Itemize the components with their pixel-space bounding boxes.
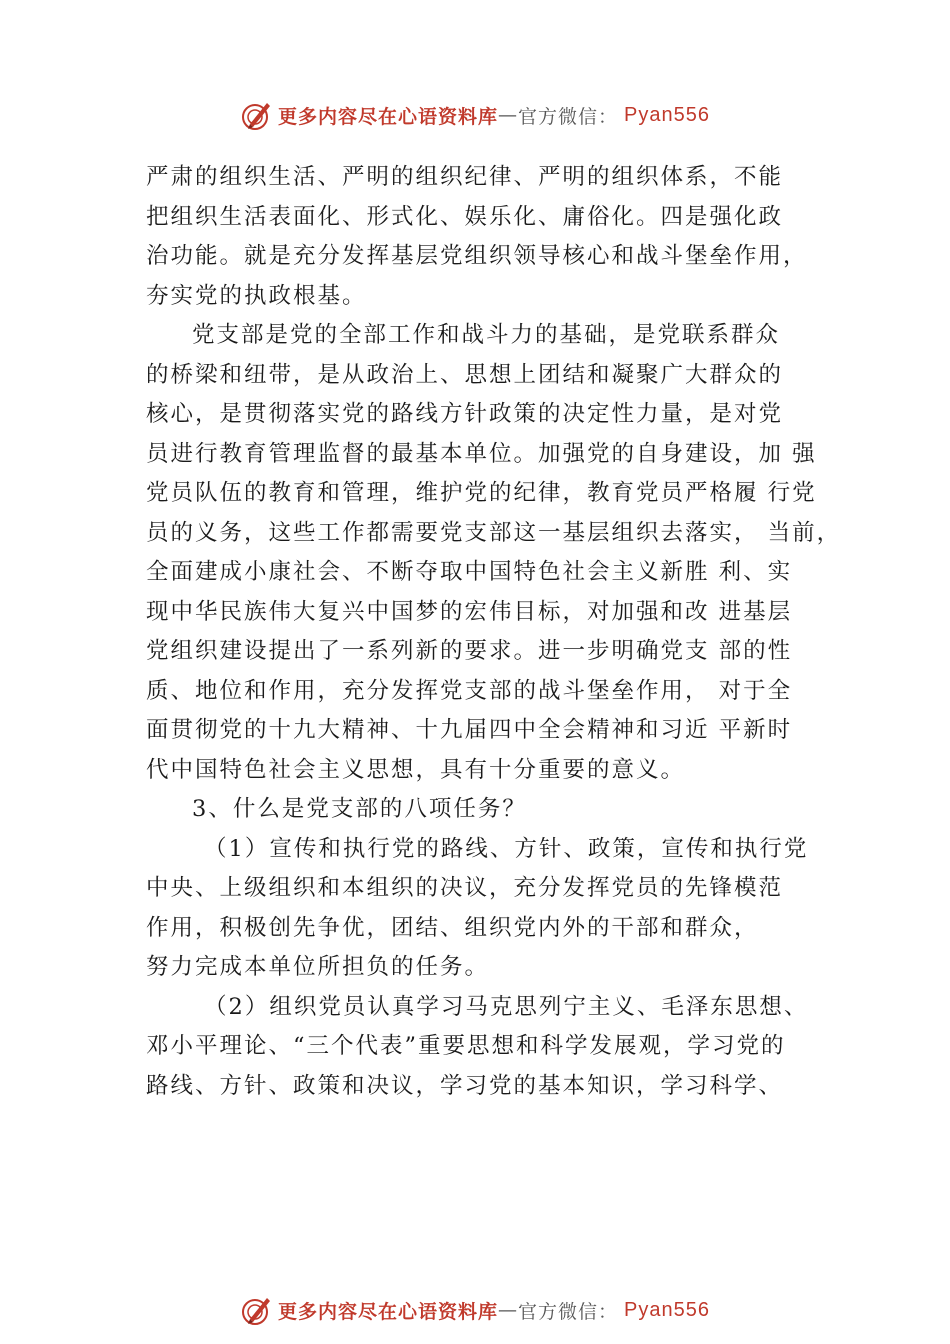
- watermark-wechat-label: 官方微信：: [518, 1300, 619, 1323]
- text-line: 治功能。就是充分发挥基层党组织领导核心和战斗堡垒作用，: [146, 243, 808, 269]
- pen-logo-icon: [240, 1293, 274, 1327]
- text-line: （1）宣传和执行党的路线、方针、政策，宣传和执行党: [204, 835, 809, 862]
- text-line: 党员队伍的教育和管理，维护党的纪律，教育党员严格履 行党: [146, 480, 817, 506]
- footer-watermark: [0, 1290, 950, 1330]
- text-line: 努力完成本单位所担负的任务。: [146, 954, 490, 980]
- text-line: 现中华民族伟大复兴中国梦的宏伟目标，对加强和改 进基层: [146, 598, 793, 625]
- text-line: 严肃的组织生活、严明的组织纪律、严明的组织体系，不能: [146, 164, 784, 190]
- watermark-brand: 更多内容尽在心语资料库: [278, 105, 499, 128]
- text-line: 核心，是贯彻落实党的路线方针政策的决定性力量，是对党: [146, 401, 784, 427]
- text-line: （2）组织党员认真学习马克思列宁主义、毛泽东思想、: [204, 993, 809, 1020]
- watermark-separator: —: [498, 1299, 519, 1321]
- text-line: 质、地位和作用，充分发挥党支部的战斗堡垒作用， 对于全: [146, 677, 793, 704]
- text-line: 员进行教育管理监督的最基本单位。加强党的自身建设，加 强: [146, 440, 817, 467]
- text-line: 邓小平理论、“三个代表”重要思想和科学发展观，学习党的: [146, 1033, 786, 1059]
- text-line: 作用，积极创先争优，团结、组织党内外的干部和群众，: [146, 914, 759, 941]
- text-line: 路线、方针、政策和决议，学习党的基本知识，学习科学、: [146, 1072, 784, 1099]
- pen-logo-icon: [240, 98, 274, 132]
- document-body: [146, 158, 846, 1106]
- watermark-separator: —: [498, 104, 519, 126]
- text-line: 面贯彻党的十九大精神、十九届四中全会精神和习近 平新时: [146, 717, 793, 743]
- watermark-wechat-label: 官方微信：: [518, 105, 619, 128]
- text-line: 党支部是党的全部工作和战斗力的基础，是党联系群众: [192, 322, 781, 348]
- text-line: 代中国特色社会主义思想，具有十分重要的意义。: [146, 756, 686, 783]
- watermark-brand: 更多内容尽在心语资料库: [278, 1300, 499, 1323]
- section-heading: 3、什么是党支部的八项任务？: [192, 796, 527, 822]
- text-line: 中央、上级组织和本组织的决议，充分发挥党员的先锋模范: [146, 875, 784, 901]
- header-watermark: [0, 95, 950, 135]
- text-line: 党组织建设提出了一系列新的要求。进一步明确党支 部的性: [146, 638, 793, 664]
- watermark-wechat-id: Pyan556: [624, 103, 710, 126]
- text-line: 夯实党的执政根基。: [146, 282, 367, 309]
- watermark-wechat-id: Pyan556: [624, 1298, 710, 1321]
- text-line: 员的义务，这些工作都需要党支部这一基层组织去落实， 当前，: [146, 519, 842, 546]
- text-line: 的桥梁和纽带，是从政治上、思想上团结和凝聚广大群众的: [146, 361, 784, 388]
- text-line: 把组织生活表面化、形式化、娱乐化、庸俗化。四是强化政: [146, 203, 784, 230]
- text-line: 全面建成小康社会、不断夺取中国特色社会主义新胜 利、实: [146, 559, 793, 585]
